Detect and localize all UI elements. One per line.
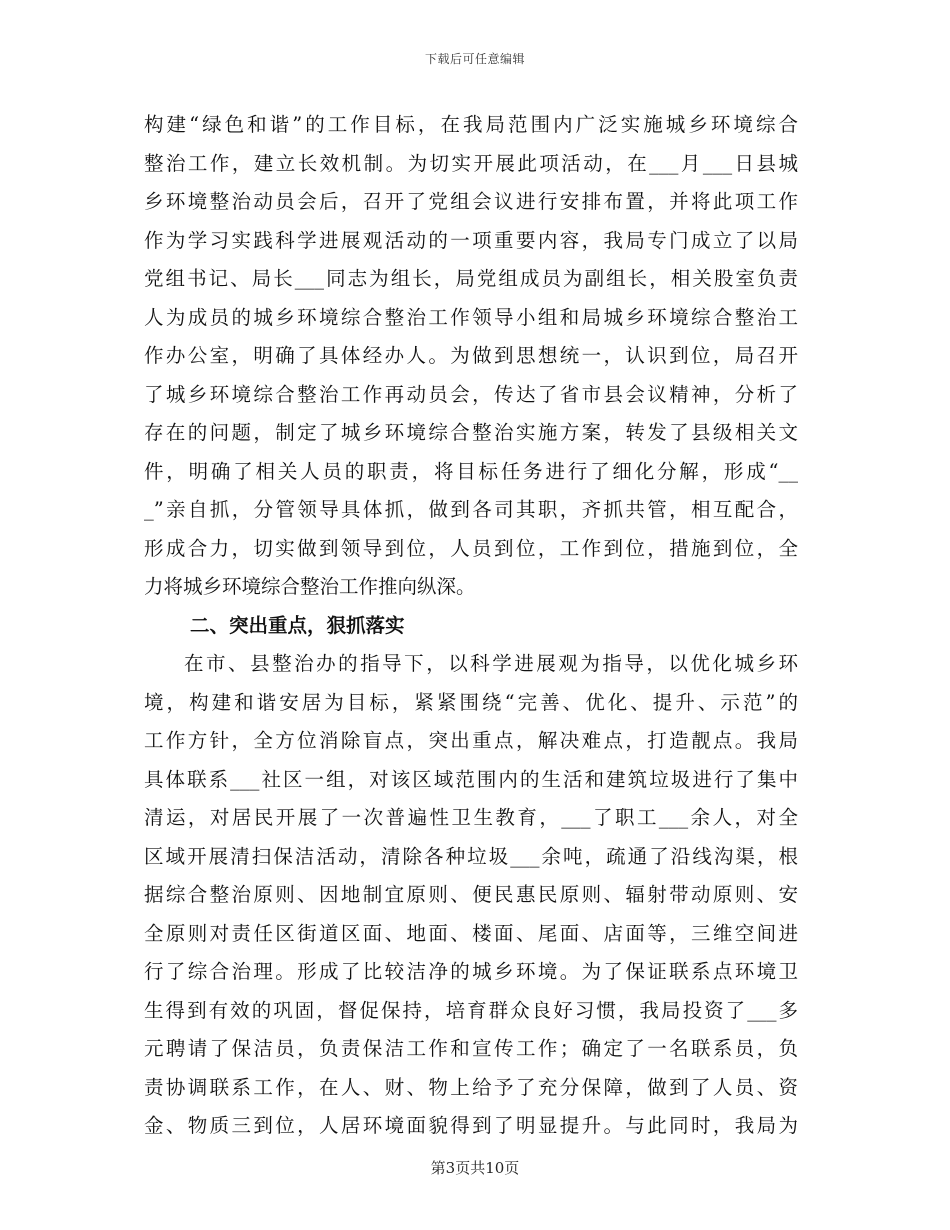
page-header-note: 下载后可任意编辑	[424, 52, 525, 66]
text-line: 区域开展清扫保洁活动，清除各种垃圾___余吨，疏通了沿线沟渠，根	[144, 844, 798, 868]
text-line: 存在的问题，制定了城乡环境综合整治实施方案，转发了县级相关文	[144, 421, 798, 444]
text-line: 作办公室，明确了具体经办人。为做到思想统一，认识到位，局召开	[144, 344, 798, 367]
text-line: 党组书记、局长___同志为组长，局党组成员为副组长，相关股室负责	[144, 267, 798, 290]
text-line: 工作方针，全方位消除盲点，突出重点，解决难点，打造靓点。我局	[144, 729, 798, 752]
text-line: 全原则对责任区街道区面、地面、楼面、尾面、店面等，三维空间进	[144, 921, 798, 945]
text-line: 清运，对居民开展了一次普遍性卫生教育，___了职工___余人，对全	[144, 806, 798, 829]
text-line: 境，构建和谐安居为目标，紧紧围绕“完善、优化、提升、示范”的	[144, 690, 798, 714]
text-line: 据综合整治原则、因地制宜原则、便民惠民原则、辐射带动原则、安	[144, 883, 798, 906]
text-line: 乡环境整治动员会后，召开了党组会议进行安排布置，并将此项工作	[144, 190, 798, 213]
document-body	[144, 106, 798, 1146]
section-heading: 二、突出重点，狠抓落实	[190, 613, 405, 637]
text-line: 元聘请了保洁员，负责保洁工作和宣传工作；确定了一名联系员，负	[144, 1037, 798, 1060]
text-line: 人为成员的城乡环境综合整治工作领导小组和局城乡环境综合整治工	[144, 305, 798, 329]
text-line: 形成合力，切实做到领导到位，人员到位，工作到位，措施到位，全	[144, 536, 798, 560]
text-line: 金、物质三到位，人居环境面貌得到了明显提升。与此同时，我局为	[144, 1114, 798, 1137]
text-line: 件，明确了相关人员的职责，将目标任务进行了细化分解，形成“__	[144, 459, 798, 483]
text-line: 具体联系___社区一组，对该区域范围内的生活和建筑垃圾进行了集中	[144, 767, 798, 791]
page-number: 第3页共10页	[430, 1159, 520, 1177]
text-line: _”亲自抓，分管领导具体抓，做到各司其职，齐抓共管，相互配合，	[144, 498, 798, 521]
text-line: 行了综合治理。形成了比较洁净的城乡环境。为了保证联系点环境卫	[144, 960, 798, 983]
text-line: 作为学习实践科学进展观活动的一项重要内容，我局专门成立了以局	[144, 228, 798, 252]
text-line: 了城乡环境综合整治工作再动员会，传达了省市县会议精神，分析了	[144, 382, 798, 406]
text-line: 整治工作，建立长效机制。为切实开展此项活动，在___月___日县城	[144, 151, 798, 175]
text-line: 生得到有效的巩固，督促保持，培育群众良好习惯，我局投资了___多	[144, 998, 798, 1022]
text-line: 在市、县整治办的指导下，以科学进展观为指导，以优化城乡环	[184, 652, 798, 675]
text-line: 责协调联系工作，在人、财、物上给予了充分保障，做到了人员、资	[144, 1075, 798, 1099]
text-line: 构建“绿色和谐”的工作目标，在我局范围内广泛实施城乡环境综合	[144, 113, 798, 136]
text-line: 力将城乡环境综合整治工作推向纵深。	[144, 575, 476, 598]
